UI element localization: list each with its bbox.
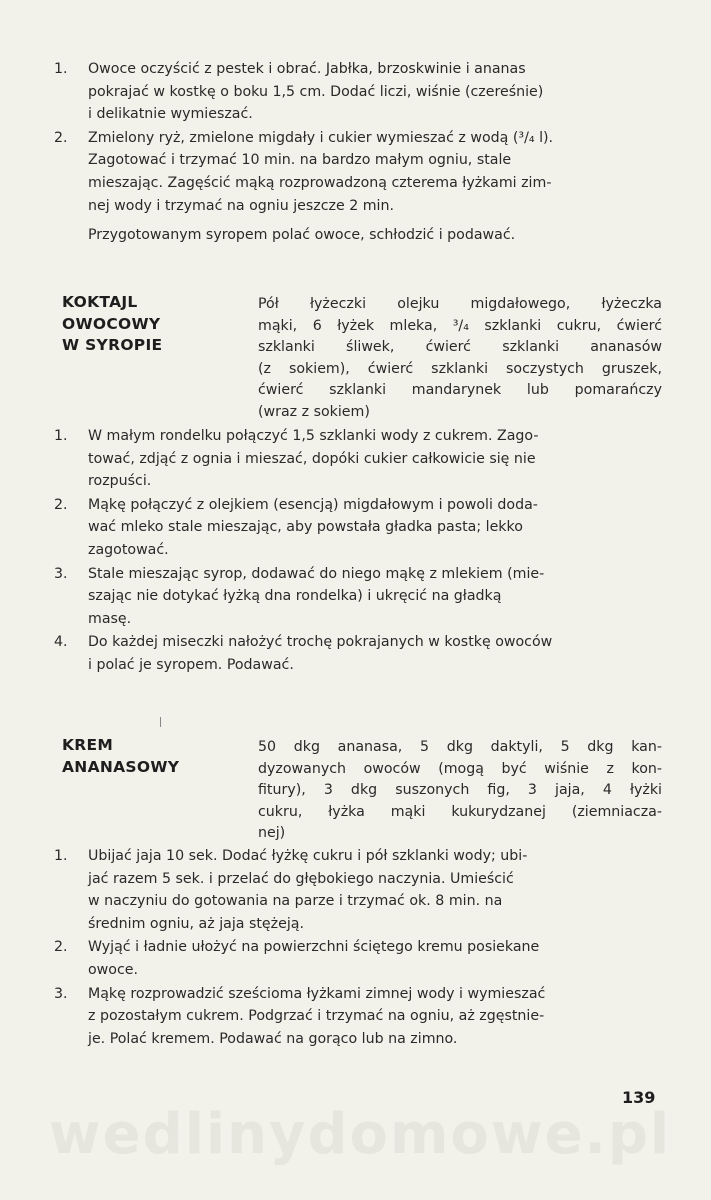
step-number: 2. <box>54 129 68 146</box>
step-number: 1. <box>54 61 68 77</box>
text-line: z pozostałym cukrem. Podgrzać i trzymać na ogniu, aż zgęstnie- <box>88 1008 545 1025</box>
watermark: wedlinydomowe.pl <box>48 1102 672 1167</box>
step-item <box>54 563 664 631</box>
title-line: OWOCOWY <box>62 314 161 333</box>
title-line: KREM <box>62 736 114 754</box>
text-line: zagotować. <box>88 541 169 558</box>
ingredient-line: ćwierć szklanki mandarynek lub pomarańczy <box>258 382 662 399</box>
text-line: Wyjąć i ładnie ułożyć na powierzchni ściętego kremu posiekane <box>88 939 540 956</box>
ingredient-line: nej) <box>258 825 286 842</box>
step-number: 1. <box>54 428 68 444</box>
text-line: Mąkę rozprowadzić sześcioma łyżkami zimnej wody i wymieszać <box>88 985 546 1002</box>
step-text <box>88 494 664 562</box>
ingredient-line: (z sokiem), ćwierć szklanki soczystych gruszek, <box>258 360 662 377</box>
text-line: szając nie dotykać łyżką dna rondelka) i ukręcić na gładką <box>88 588 502 605</box>
step-text <box>88 127 664 217</box>
step-text <box>88 983 664 1051</box>
text-line: jać razem 5 sek. i przelać do głębokiego naczynia. Umieścić <box>88 870 514 887</box>
text-line: Zmielony ryż, zmielone migdały i cukier wymieszać z wodą (³/₄ l). <box>88 129 554 146</box>
recipe-title-krem <box>62 735 179 778</box>
page-number: 139 <box>622 1088 656 1107</box>
step-text <box>88 563 664 631</box>
step-text <box>88 58 664 126</box>
step-item <box>54 983 664 1051</box>
text-line: i polać je syropem. Podawać. <box>88 656 294 673</box>
title-line: KOKTAJL <box>62 293 138 311</box>
step-text <box>88 425 664 493</box>
text-line: owoce. <box>88 961 139 978</box>
step-number: 1. <box>54 848 68 864</box>
step-item <box>54 58 664 126</box>
text-line: wać mleko stale mieszając, aby powstała gładka pasta; lekko <box>88 519 523 536</box>
text-line: rozpuści. <box>88 473 152 490</box>
text-line: nej wody i trzymać na ogniu jeszcze 2 min. <box>88 197 394 214</box>
step-number: 3. <box>54 985 68 1002</box>
text-line: Stale mieszając syrop, dodawać do niego mąkę z mlekiem (mie- <box>88 565 545 582</box>
section1-steps <box>54 58 664 218</box>
step-number: 3. <box>54 565 68 582</box>
title-line: W SYROPIE <box>62 336 163 354</box>
print-mark <box>160 717 161 727</box>
ingredient-line: dyzowanych owoców (mogą być wiśnie z kon- <box>258 760 662 777</box>
step-item <box>54 936 664 981</box>
step-text <box>88 631 664 676</box>
text-line: je. Polać kremem. Podawać na gorąco lub na zimno. <box>88 1030 458 1047</box>
ingredient-line: mąki, 6 łyżek mleka, ³/₄ szklanki cukru, ćwierć <box>258 317 662 334</box>
krem-steps <box>54 845 664 1051</box>
step-text <box>88 936 664 981</box>
step-text <box>88 845 664 935</box>
text-line: Zagotować i trzymać 10 min. na bardzo małym ogniu, stale <box>88 152 512 169</box>
text-line: Ubijać jaja 10 sek. Dodać łyżkę cukru i pół szklanki wody; ubi- <box>88 848 528 864</box>
ingredient-line: cukru, łyżka mąki kukurydzanej (ziemniacza- <box>258 803 662 820</box>
text-line: Mąkę połączyć z olejkiem (esencją) migdałowym i powoli doda- <box>88 496 538 513</box>
ingredients-krem <box>258 737 662 845</box>
ingredient-line: szklanki śliwek, ćwierć szklanki ananasów <box>258 339 662 356</box>
text-line: pokrajać w kostkę o boku 1,5 cm. Dodać liczi, wiśnie (czereśnie) <box>88 83 544 100</box>
text-line: mieszając. Zagęścić mąką rozprowadzoną czterema łyżkami zim- <box>88 174 552 191</box>
text-line: i delikatnie wymieszać. <box>88 106 253 123</box>
text-line: masę. <box>88 610 132 627</box>
step-item <box>54 845 664 935</box>
text-line: średnim ogniu, aż jaja stężeją. <box>88 915 304 932</box>
ingredient-line: Pół łyżeczki olejku migdałowego, łyżeczka <box>258 296 662 312</box>
step-number: 4. <box>54 634 68 651</box>
text-line: tować, zdjąć z ognia i mieszać, dopóki cukier całkowicie się nie <box>88 450 536 467</box>
title-line: ANANASOWY <box>62 757 180 776</box>
ingredient-line: fitury), 3 dkg suszonych fig, 3 jaja, 4 łyżki <box>258 782 662 799</box>
recipe-title-koktajl <box>62 292 162 357</box>
serving-note: Przygotowanym syropem polać owoce, schłodzić i podawać. <box>88 227 516 243</box>
step-number: 2. <box>54 939 68 956</box>
text-line: Owoce oczyścić z pestek i obrać. Jabłka, brzoskwinie i ananas <box>88 61 526 77</box>
step-item <box>54 494 664 562</box>
ingredient-line: (wraz z sokiem) <box>258 403 370 420</box>
step-number: 2. <box>54 496 68 513</box>
text-line: W małym rondelku połączyć 1,5 szklanki wody z cukrem. Zago- <box>88 428 539 444</box>
text-line: w naczyniu do gotowania na parze i trzymać ok. 8 min. na <box>88 893 503 910</box>
ingredient-line: 50 dkg ananasa, 5 dkg daktyli, 5 dkg kan- <box>258 739 662 755</box>
ingredients-koktajl <box>258 294 662 424</box>
step-item <box>54 425 664 493</box>
text-line: Do każdej miseczki nałożyć trochę pokrajanych w kostkę owoców <box>88 634 553 651</box>
step-item <box>54 631 664 676</box>
step-item <box>54 127 664 217</box>
koktajl-steps <box>54 425 664 678</box>
